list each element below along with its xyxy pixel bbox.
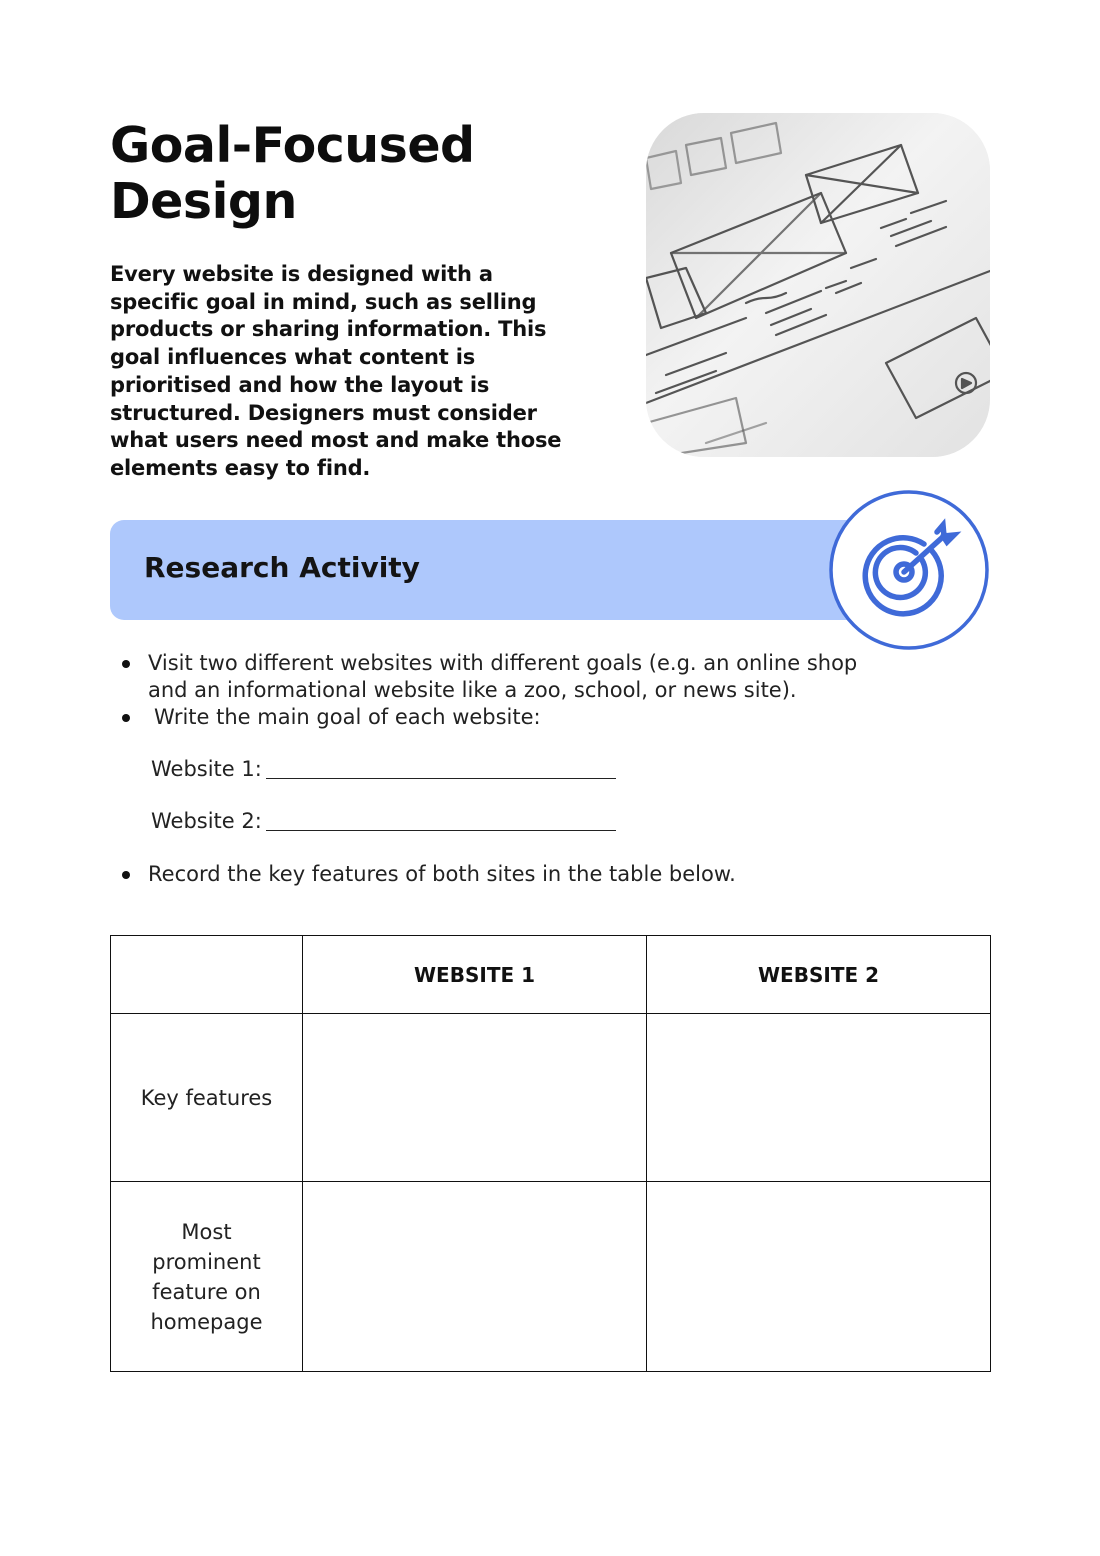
row-label-most-prominent-feature: Most prominent feature on homepage xyxy=(111,1182,303,1372)
research-activity-title: Research Activity xyxy=(144,551,420,584)
website-1-field[interactable] xyxy=(151,756,616,783)
instruction-text: Visit two different websites with different goals (e.g. an online shop and an informational website like a zoo, school, or news site). xyxy=(148,651,858,702)
table-header-row xyxy=(111,936,991,1014)
target-arrow-icon xyxy=(828,489,990,651)
table-row xyxy=(111,1014,991,1182)
table-header-blank xyxy=(111,936,303,1014)
website-comparison-table xyxy=(110,935,991,1372)
intro-paragraph: Every website is designed with a specific goal in mind, such as selling products or sharing information. This goal influences what content is prioritised and how the layout is structured. Designers must consider what users need most and make those elements easy to find. xyxy=(110,262,562,480)
table-header-website-1: WEBSITE 1 xyxy=(303,936,647,1014)
bullet-dot-icon xyxy=(122,871,130,879)
website-1-answer-line[interactable] xyxy=(266,777,616,779)
bullet-dot-icon xyxy=(122,660,130,668)
bullet-dot-icon xyxy=(122,714,130,722)
prominent-feature-website-2-cell[interactable] xyxy=(647,1182,991,1372)
website-2-label: Website 2: xyxy=(151,809,262,833)
research-activity-banner xyxy=(110,520,900,620)
prominent-feature-website-1-cell[interactable] xyxy=(303,1182,647,1372)
table-row xyxy=(111,1182,991,1372)
website-2-field[interactable] xyxy=(151,808,616,835)
instruction-text: Record the key features of both sites in the table below. xyxy=(148,862,736,886)
wireframe-sketch-illustration xyxy=(646,113,990,457)
wireframe-sketch-image xyxy=(646,113,990,457)
website-2-answer-line[interactable] xyxy=(266,829,616,831)
row-label-key-features: Key features xyxy=(111,1014,303,1182)
instruction-text: Write the main goal of each website: xyxy=(154,705,541,729)
page-title: Goal-Focused Design xyxy=(110,117,475,230)
table-header-website-2: WEBSITE 2 xyxy=(647,936,991,1014)
key-features-website-2-cell[interactable] xyxy=(647,1014,991,1182)
website-1-label: Website 1: xyxy=(151,757,262,781)
key-features-website-1-cell[interactable] xyxy=(303,1014,647,1182)
